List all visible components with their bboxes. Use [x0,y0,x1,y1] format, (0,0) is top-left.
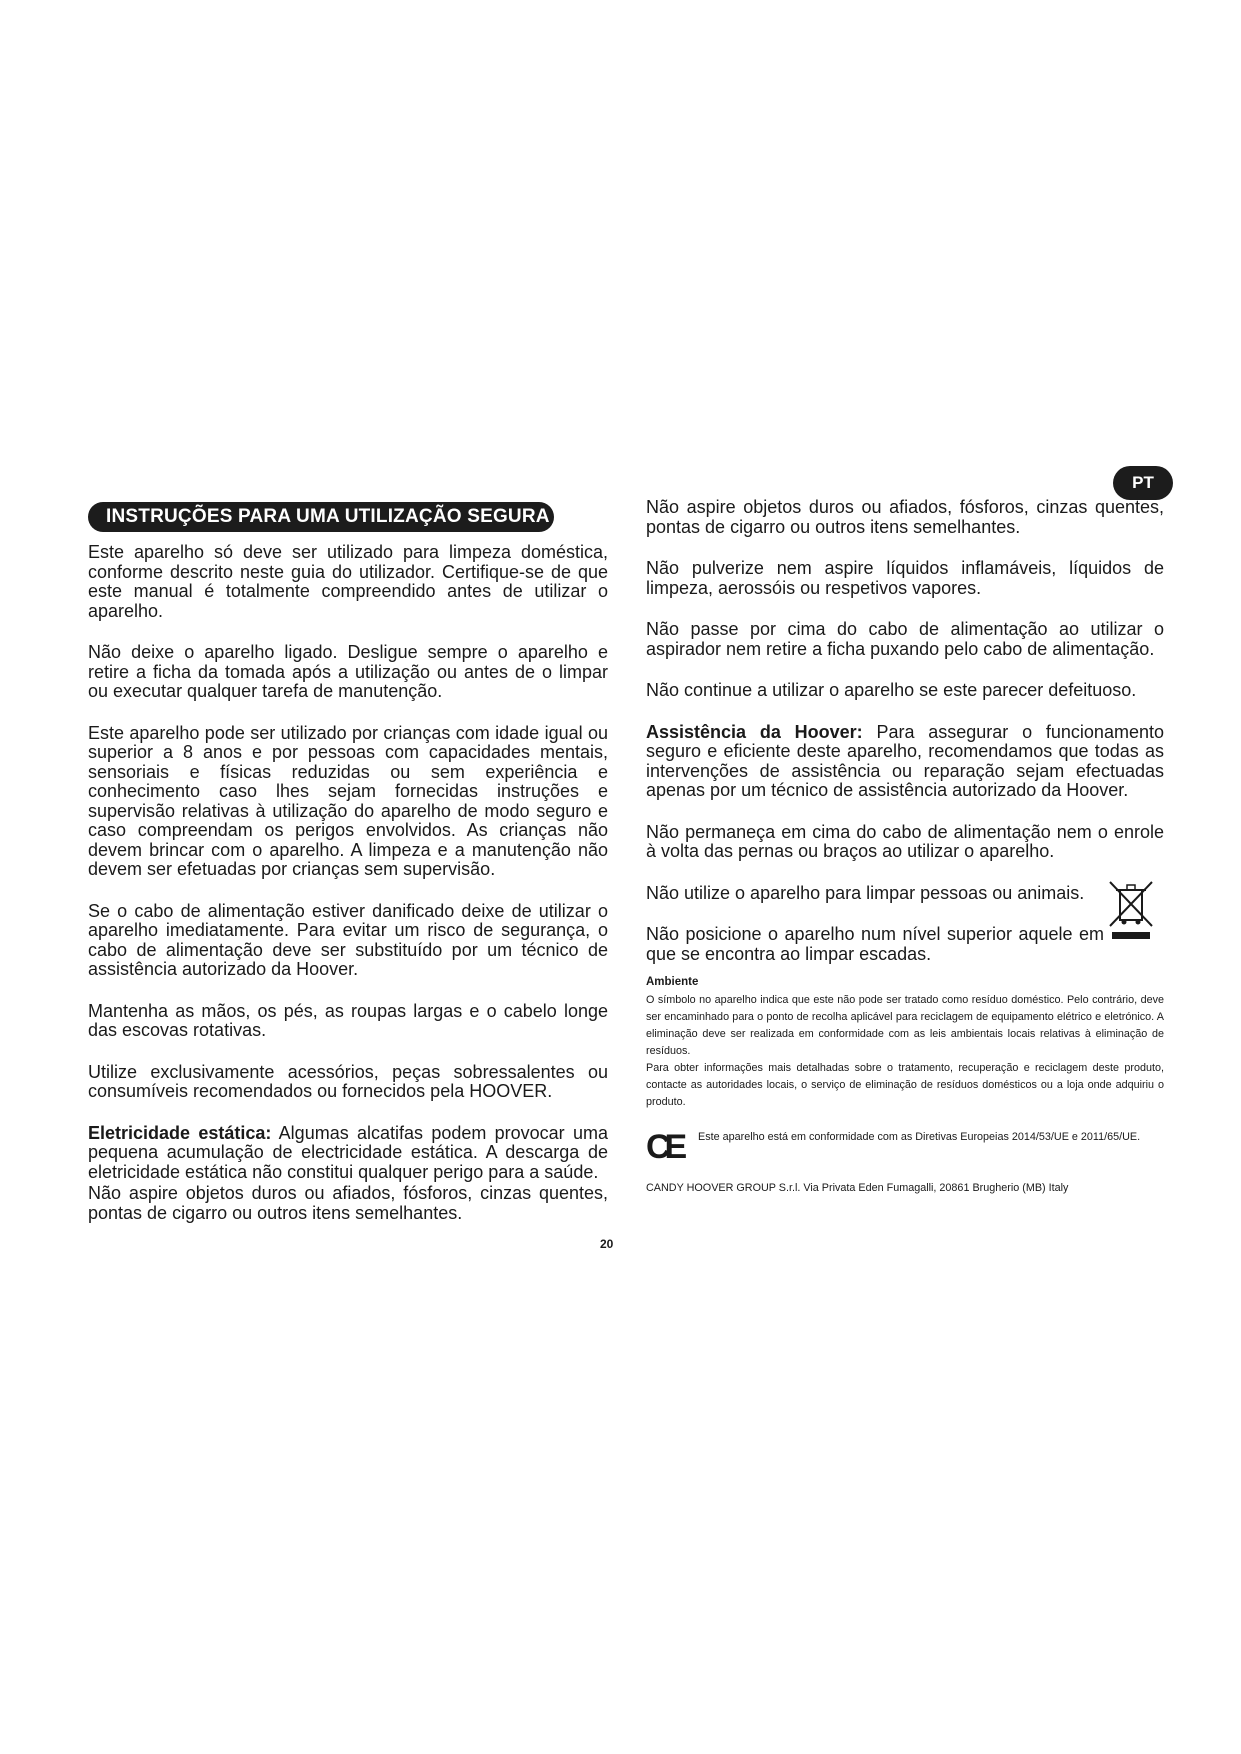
service-heading: Assistência da Hoover: [646,721,863,742]
ce-conformity [646,1128,1164,1166]
paragraph-hard-objects: Não aspire objetos duros ou afiados, fósforos, cinzas quentes, pontas de cigarro ou outros itens semelhantes. [88,1183,608,1223]
paragraph-unplug: Não deixe o aparelho ligado. Desligue sempre o aparelho e retire a ficha da tomada após a utilização ou antes de o limpar ou executar qualquer tarefa de manutenção. [88,642,608,701]
ce-mark-icon: CE [646,1128,682,1166]
paragraph-defective: Não continue a utilizar o aparelho se este parecer defeituoso. [646,680,1137,700]
static-text: Algumas alcatifas podem provocar uma pequena acumulação de electricidade estática. A descarga de eletricidade estática não constitui qualquer perigo para a saúde. [88,1122,608,1182]
paragraph-children: Este aparelho pode ser utilizado por crianças com idade igual ou superior a 8 anos e por pessoas com capacidades mentais, sensoriais e físicas reduzidas ou sem experiência e conhecimento caso lhes sejam fornecidas instruções e supervisão relativas à utilização do aparelho de modo seguro e caso compreendam os perigos envolvidos. As crianças não devem brincar com o aparelho. A limpeza e a manutenção não devem ser efetuadas por crianças sem supervisão. [88,722,608,879]
paragraph-cable-wrap: Não permaneça em cima do cabo de alimentação nem o enrole à volta das pernas ou braços ao utilizar o aparelho. [646,821,1164,861]
environment-text-1: O símbolo no aparelho indica que este não pode ser tratado como resíduo doméstico. Pelo contrário, deve ser encaminhado para o ponto de recolha aplicável para reciclagem de equipamento elétrico e eletrónico. A eliminação deve ser realizada em conformidade com as leis ambientais locais relativas à eliminação de resíduos. [646,994,1164,1057]
paragraph-damaged-cable: Se o cabo de alimentação estiver danificado deixe de utilizar o aparelho imediatamente. Para evitar um risco de segurança, o cabo de alimentação deve ser substituído por um técnico de assistência autorizado da Hoover. [88,900,608,979]
ce-text: Este aparelho está em conformidade com as Diretivas Europeias 2014/53/UE e 2011/65/UE. [698,1131,1141,1143]
company-address: CANDY HOOVER GROUP S.r.l. Via Privata Eden Fumagalli, 20861 Brugherio (MB) Italy [646,1182,1069,1194]
environment-title: Ambiente [646,976,699,988]
paragraph-hard-objects-right: Não aspire objetos duros ou afiados, fósforos, cinzas quentes, pontas de cigarro ou outros itens semelhantes. [646,497,1164,537]
environment-text-2: Para obter informações mais detalhadas sobre o tratamento, recuperação e reciclagem deste produto, contacte as autoridades locais, o serviço de eliminação de resíduos domésticos ou a loja onde adquiriu o produto. [646,1062,1164,1108]
environment-text [646,992,1164,1111]
page-number: 20 [600,1237,614,1251]
paragraph-brushes: Mantenha as mãos, os pés, as roupas largas e o cabelo longe das escovas rotativas. [88,1000,608,1040]
static-heading: Eletricidade estática: [88,1122,272,1143]
language-badge: PT [1113,466,1173,500]
weee-bin-icon [1108,880,1154,942]
left-column [88,502,608,1245]
section-title: INSTRUÇÕES PARA UMA UTILIZAÇÃO SEGURA [88,502,554,532]
weee-row [646,884,1164,965]
paragraph-static [88,1124,608,1183]
paragraph-stairs: Não posicione o aparelho num nível superior aquele em que se encontra ao limpar escadas. [646,924,1104,964]
paragraph-cable-safety: Não passe por cima do cabo de alimentação ao utilizar o aspirador nem retire a ficha puxando pelo cabo de alimentação. [646,619,1164,659]
right-column [646,498,1164,1195]
paragraph-people-animals: Não utilize o aparelho para limpar pessoas ou animais. [646,882,1085,903]
paragraph-accessories: Utilize exclusivamente acessórios, peças sobressalentes ou consumíveis recomendados ou fornecidos pela HOOVER. [88,1061,608,1101]
paragraph-flammable: Não pulverize nem aspire líquidos inflamáveis, líquidos de limpeza, aerossóis ou respetivos vapores. [646,558,1164,598]
service-text: Para assegurar o funcionamento seguro e eficiente deste aparelho, recomendamos que todas as intervenções de assistência ou reparação sejam efectuadas apenas por um técnico de assistência autorizado da Hoover. [646,721,1164,800]
paragraph-domestic-use: Este aparelho só deve ser utilizado para limpeza doméstica, conforme descrito neste guia do utilizador. Certifique-se de que este manual é totalmente compreendido antes de utilizar o aparelho. [88,542,608,621]
paragraph-service [646,723,1164,801]
